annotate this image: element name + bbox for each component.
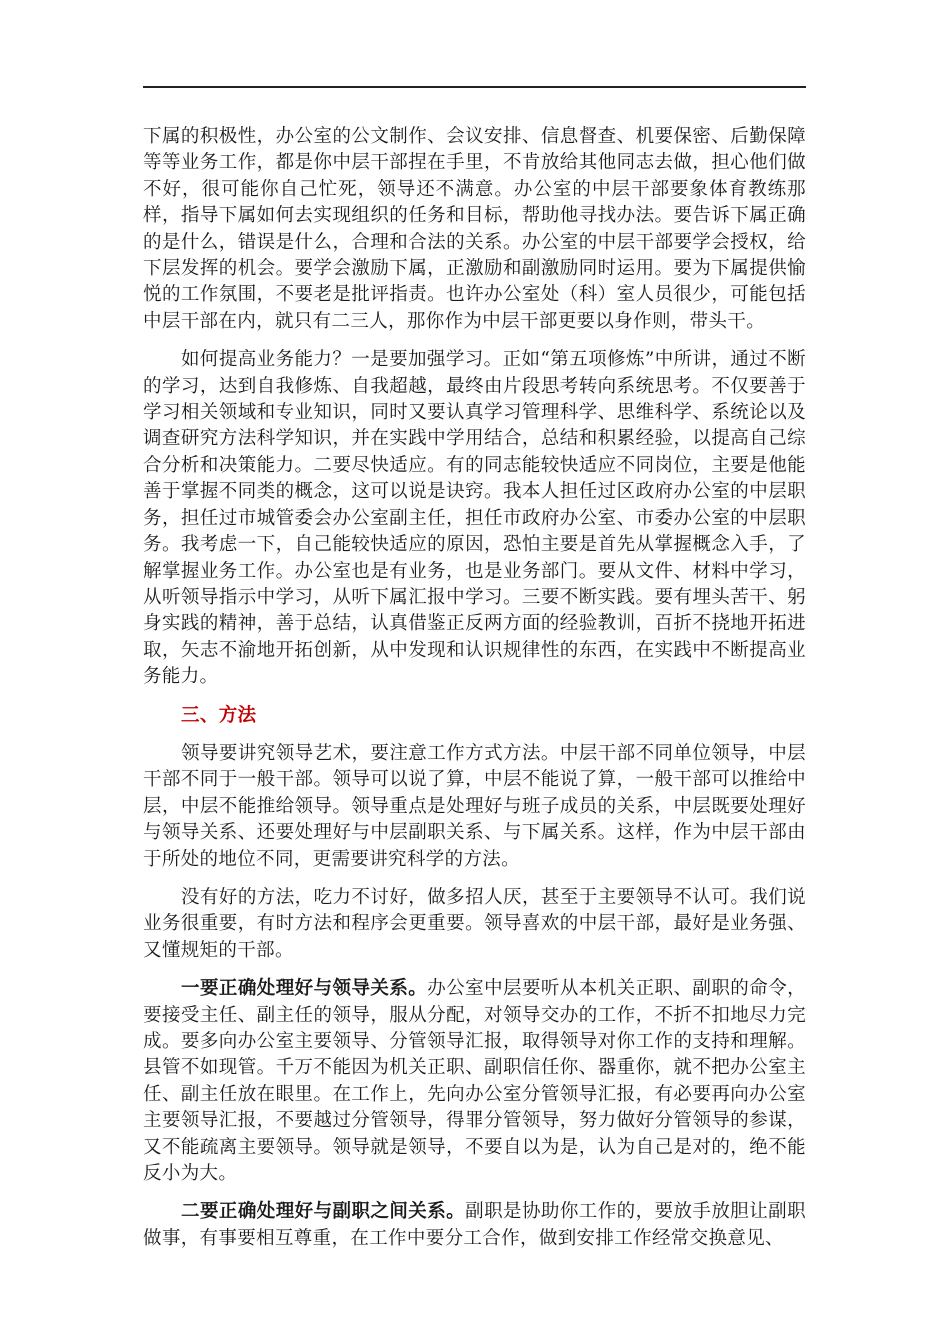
paragraph-text: 如何提高业务能力？一是要加强学习。正如“第五项修炼”中所讲，通过不断的学习，达到自我修炼、自我超越，最终由片段思考转向系统思考。不仅要善于学习相关领域和专业知识，同时又要认真学习管理科学、思维科学、系统论以及调查研究方法科学知识，并在实践中学用结合，总结和积累经验，以提高自己综合分析和决策能力。二要尽快适应。有的同志能较快适应不同岗位，主要是他能善于掌握不同类的概念，这可以说是诀窍。我本人担任过区政府办公室的中层职务，担任过市城管委会办公室副主任，担任市政府办公室、市委办公室的中层职务。我考虑一下，自己能较快适应的原因，恐怕主要是首先从掌握概念入手，了解掌握业务工作。办公室也是有业务，也是业务部门。要从文件、材料中学习，从听领导指示中学习，从听下属汇报中学习。三要不断实践。要有埋头苦干、躬身实践的精神，善于总结，认真借鉴正反两方面的经验教训，百折不挠地开拓进取，矢志不渝地开拓创新，从中发现和认识规律性的东西，在实践中不断提高业务能力。 — [143, 349, 806, 688]
paragraph-lead: 一要正确处理好与领导关系。 — [181, 978, 428, 1000]
paragraph-text: 下属的积极性，办公室的公文制作、会议安排、信息督查、机要保密、后勤保障等等业务工作，都是你中层干部捏在手里，不肯放给其他同志去做，担心他们做不好，很可能你自己忙死，领导还不满意。办公室的中层干部要象体育教练那样，指导下属如何去实现组织的任务和目标，帮助他寻找办法。要告诉下属正确的是什么，错误是什么，合理和合法的关系。办公室的中层干部要学会授权，给下层发挥的机会。要学会激励下属，正激励和副激励同时运用。要为下属提供愉悦的工作氛围，不要老是批评指责。也许办公室处（科）室人员很少，可能包括中层干部在内，就只有二三人，那你作为中层干部更要以身作则，带头干。 — [143, 126, 806, 332]
paragraph-deputy-relations — [143, 1199, 806, 1252]
paragraph-delegation — [143, 124, 806, 335]
section-heading-methods: 三、方法 — [181, 704, 257, 726]
paragraph-leader-relations — [143, 976, 806, 1187]
paragraph-text: 办公室中层要听从本机关正职、副职的命令，要接受主任、副主任的领导，服从分配，对领导交办的工作，不折不扣地尽力完成。要多向办公室主要领导、分管领导汇报，取得领导对你工作的支持和理解。县管不如现管。千万不能因为机关正职、副职信任你、器重你，就不把办公室主任、副主任放在眼里。在工作上，先向办公室分管领导汇报，有必要再向办公室主要领导汇报，不要越过分管领导，得罪分管领导，努力做好分管领导的参谋，又不能疏离主要领导。领导就是领导，不要自以为是，认为自己是对的，绝不能反小为大。 — [143, 978, 806, 1185]
document-body — [143, 124, 806, 1264]
paragraph-text: 领导要讲究领导艺术，要注意工作方式方法。中层干部不同单位领导，中层干部不同于一般干部。领导可以说了算，中层不能说了算，一般干部可以推给中层，中层不能推给领导。领导重点是处理好与班子成员的关系，中层既要处理好与领导关系、还要处理好与中层副职关系、与下属关系。这样，作为中层干部由于所处的地位不同，更需要讲究科学的方法。 — [143, 742, 806, 870]
paragraph-lead: 二要正确处理好与副职之间关系。 — [181, 1201, 466, 1223]
paragraph-text: 副职是协助你工作的，要放手放胆让副职做事，有事要相互尊重，在工作中要分工合作，做到安排工作经常交换意见、 — [143, 1201, 806, 1249]
paragraph-leadership-art — [143, 741, 806, 873]
paragraph-good-methods — [143, 885, 806, 964]
paragraph-text: 没有好的方法，吃力不讨好，做多招人厌，甚至于主要领导不认可。我们说业务很重要，有时方法和程序会更重要。领导喜欢的中层干部，最好是业务强、又懂规矩的干部。 — [143, 886, 806, 961]
header-rule — [143, 86, 806, 88]
paragraph-business-ability — [143, 347, 806, 690]
